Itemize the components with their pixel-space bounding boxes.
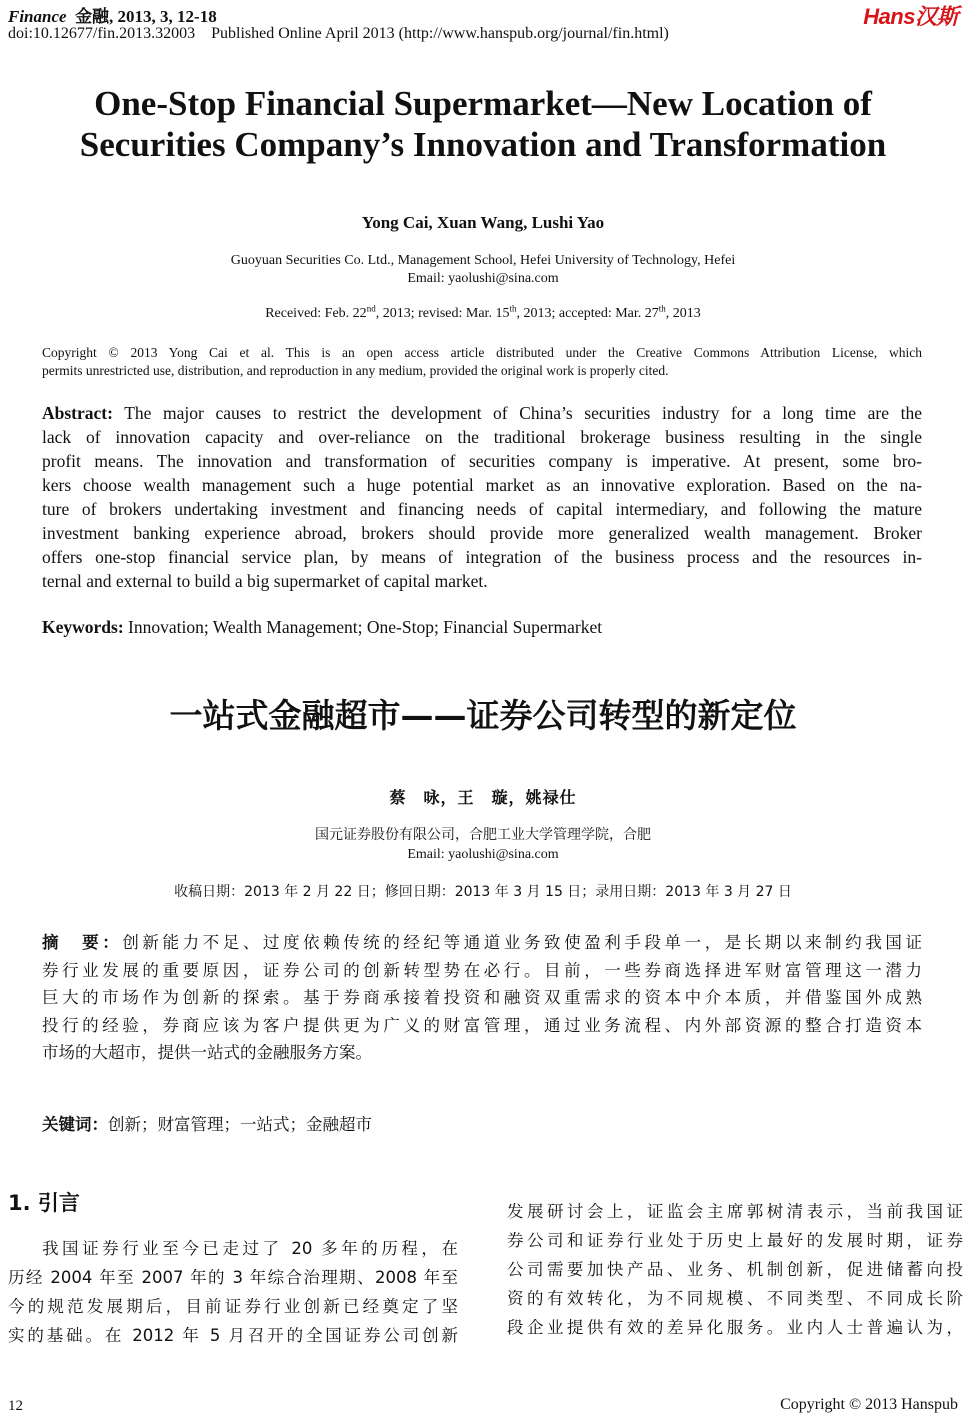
text-line: Securities Company’s Innovation and Transformation: [79, 125, 887, 164]
text-line: offers one-stop financial service plan, by means of integration of the business process and the resources in-: [42, 547, 922, 567]
chinese-keywords: [42, 1111, 922, 1135]
accepted-date: , 2013; accepted: Mar. 27: [516, 306, 659, 321]
text-line: Copyright © 2013 Yong Cai et al. This is an open access article distributed under the Creative Commons Attribution License, which: [42, 345, 922, 360]
body-column-left: [8, 1234, 458, 1350]
text-line: One-Stop Financial Supermarket—New Location of: [94, 84, 872, 123]
abstract-label: Abstract:: [42, 403, 113, 423]
text-line: investment banking experience abroad, brokers should provide more generalized wealth management. Broker: [42, 523, 922, 543]
text-line: [42, 929, 922, 957]
chinese-authors: 蔡 咏，王 璇，姚禄仕: [389, 788, 577, 807]
footer-copyright: Copyright © 2013 Hanspub: [780, 1396, 958, 1413]
text-line: ternal and external to build a big supermarket of capital market.: [42, 571, 488, 591]
keywords-text: Innovation; Wealth Management; One-Stop; Financial Supermarket: [123, 617, 603, 637]
text-line: 公司需要加快产品、业务、机制创新，促进储蓄向投: [507, 1260, 963, 1279]
sup: nd: [366, 303, 376, 314]
year: , 2013: [665, 306, 701, 321]
doi-line: doi:10.12677/fin.2013.32003 Published Online April 2013 (http://www.hanspub.org/journal/fin.html): [8, 25, 669, 42]
email-text: Email: yaolushi@sina.com: [407, 271, 559, 286]
abstract-label: 摘 要：: [42, 933, 123, 952]
english-abstract: [42, 401, 922, 593]
body-column-right: [507, 1197, 963, 1342]
chinese-dates: 收稿日期：2013 年 2 月 22 日；修回日期：2013 年 3 月 15 日；录用日期：2013 年 3 月 27 日: [174, 884, 792, 900]
text-line: 资的有效转化，为不同规模、不同类型、不同成长阶: [507, 1289, 963, 1308]
english-authors: Yong Cai, Xuan Wang, Lushi Yao: [361, 213, 605, 232]
affiliation-text: Guoyuan Securities Co. Ltd., Management School, Hefei University of Technology, Hefei: [230, 253, 736, 268]
text-line: profit means. The innovation and transformation of securities company is imperative. At present, some bro-: [42, 451, 922, 471]
text-line: 我国证券行业至今已走过了 20 多年的历程，在: [42, 1239, 458, 1258]
text-line: 段企业提供有效的差异化服务。业内人士普遍认为，: [507, 1318, 963, 1337]
text-line: 今的规范发展期后，目前证券行业创新已经奠定了坚: [8, 1297, 458, 1316]
text-line: 市场的大超市，提供一站式的金融服务方案。: [42, 1043, 372, 1062]
received-dates: [0, 303, 966, 322]
affiliation-text: 国元证券股份有限公司，合肥工业大学管理学院，合肥: [315, 827, 651, 843]
journal-name: Finance: [8, 7, 67, 26]
hans-logo: Hans汉斯: [863, 4, 958, 29]
english-keywords: [42, 617, 922, 638]
text-line: ture of brokers undertaking investment and financing needs of capital intermediary, and following the mature: [42, 499, 922, 519]
text-line: 投行的经验，券商应该为客户提供更为广义的财富管理，通过业务流程、内外部资源的整合打造资本: [42, 1015, 922, 1035]
abstract-text: The major causes to restrict the development of China’s securities industry for a long time are the: [112, 403, 922, 423]
keywords-text: 创新；财富管理；一站式；金融超市: [108, 1115, 372, 1134]
keywords-label: 关键词：: [42, 1115, 108, 1134]
journal-header: [8, 2, 217, 27]
sup: th: [509, 303, 517, 314]
text-line: [42, 401, 922, 425]
english-affiliation: [0, 252, 966, 288]
chinese-affiliation: [0, 825, 966, 865]
text-line: 券公司和证券行业处于历史上最好的发展时期，证券: [507, 1231, 963, 1250]
text-line: permits unrestricted use, distribution, and reproduction in any medium, provided the original work is properly cited.: [42, 363, 669, 378]
sup: th: [658, 303, 666, 314]
revised-date: , 2013; revised: Mar. 15: [375, 306, 510, 321]
email-text: Email: yaolushi@sina.com: [407, 847, 559, 862]
abstract-text: 创新能力不足、过度依赖传统的经纪等通道业务致使盈利手段单一，是长期以来制约我国证: [122, 933, 923, 952]
chinese-abstract: [42, 929, 922, 1067]
text-line: 券行业发展的重要原因，证券公司的创新转型势在必行。目前，一些券商选择进军财富管理这一潜力: [42, 960, 922, 980]
text-line: 发展研讨会上，证监会主席郭树清表示，当前我国证: [507, 1202, 963, 1221]
text-line: 实的基础。在 2012 年 5 月召开的全国证券公司创新: [8, 1326, 458, 1345]
journal-issue: 金融, 2013, 3, 12-18: [75, 7, 217, 26]
section-heading: 1. 引言: [8, 1191, 80, 1215]
english-title: [0, 83, 966, 165]
received-date: Received: Feb. 22: [265, 306, 367, 321]
text-line: lack of innovation capacity and over-reliance on the traditional brokerage business resulting in the single: [42, 427, 922, 447]
page-number: 12: [8, 1398, 23, 1414]
copyright-notice: [42, 344, 922, 380]
chinese-title: 一站式金融超市——证券公司转型的新定位: [169, 696, 797, 735]
text-line: 巨大的市场作为创新的探索。基于券商承接着投资和融资双重需求的资本中介本质，并借鉴国外成熟: [42, 988, 922, 1007]
text-line: kers choose wealth management such a huge potential market as an innovative exploration. Based on the na-: [42, 475, 922, 495]
text-line: 历经 2004 年至 2007 年的 3 年综合治理期、2008 年至: [8, 1268, 458, 1287]
keywords-label: Keywords:: [42, 617, 124, 637]
